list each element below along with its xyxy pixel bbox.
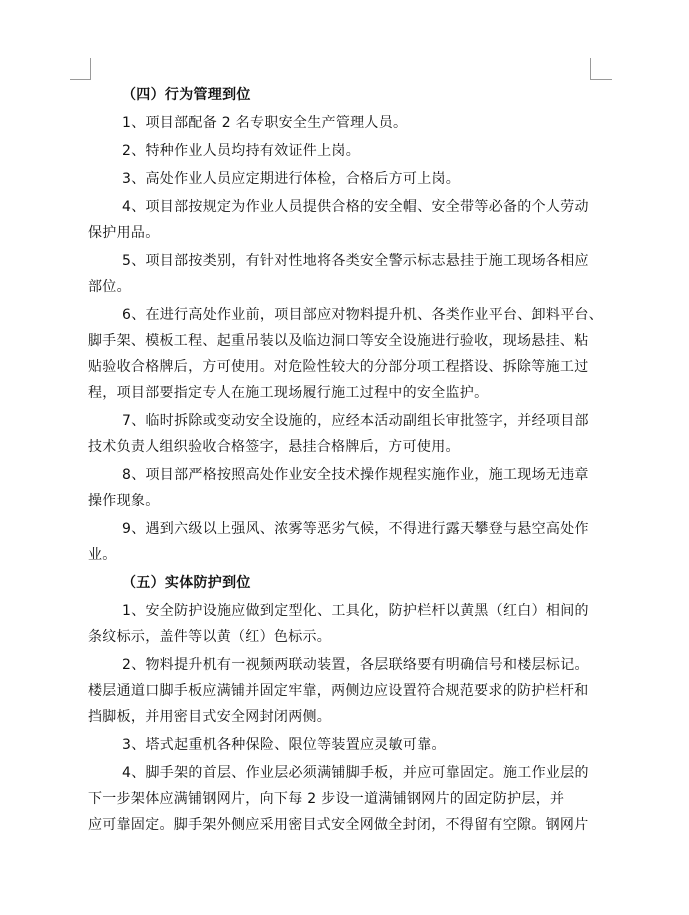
paragraph-line: 7、临时拆除或变动安全设施的，应经本活动副组长审批签字，并经项目部 — [122, 413, 589, 429]
paragraph-line: 技术负责人组织验收合格签字，悬挂合格牌后，方可使用。 — [88, 439, 460, 455]
paragraph-line: 操作现象。 — [88, 493, 160, 509]
section-heading-4: （四）行为管理到位 — [122, 87, 251, 103]
crop-mark-top-right-v — [590, 58, 591, 79]
paragraph-line: 保护用品。 — [88, 225, 160, 241]
paragraph-line: 5、项目部按类别，有针对性地将各类安全警示标志悬挂于施工现场各相应 — [122, 253, 589, 269]
paragraph-line: 3、塔式起重机各种保险、限位等装置应灵敏可靠。 — [122, 737, 446, 753]
paragraph-line: 挡脚板，并用密目式安全网封闭两侧。 — [88, 709, 332, 725]
paragraph-line: 脚手架、模板工程、起重吊装以及临边洞口等安全设施进行验收，现场悬挂、粘 — [88, 333, 589, 349]
paragraph-line: 8、项目部严格按照高处作业安全技术操作规程实施作业，施工现场无违章 — [122, 467, 589, 483]
crop-mark-top-left-h — [70, 79, 91, 80]
paragraph-line: 3、高处作业人员应定期进行体检，合格后方可上岗。 — [122, 171, 461, 187]
paragraph-line: 业。 — [88, 547, 117, 563]
paragraph-line: 应可靠固定。脚手架外侧应采用密目式安全网做全封闭，不得留有空隙。钢网片 — [88, 817, 589, 833]
paragraph-line: 2、物料提升机有一视频两联动装置，各层联络要有明确信号和楼层标记。 — [122, 657, 589, 673]
crop-mark-top-left-v — [90, 58, 91, 79]
paragraph-line: 4、脚手架的首层、作业层必须满铺脚手板，并应可靠固定。施工作业层的 — [122, 765, 589, 781]
paragraph-line: 9、遇到六级以上强风、浓雾等恶劣气候，不得进行露天攀登与悬空高处作 — [122, 521, 589, 537]
crop-mark-top-right-h — [590, 79, 612, 80]
paragraph-line: 贴验收合格牌后，方可使用。对危险性较大的分部分项工程搭设、拆除等施工过 — [88, 359, 589, 375]
paragraph-line: 1、安全防护设施应做到定型化、工具化，防护栏杆以黄黑（红白）相间的 — [122, 603, 589, 619]
paragraph-line: 6、在进行高处作业前，项目部应对物料提升机、各类作业平台、卸料平台、 — [122, 307, 604, 323]
paragraph-line: 条纹标示，盖件等以黄（红）色标示。 — [88, 629, 332, 645]
paragraph-line: 楼层通道口脚手板应满铺并固定牢靠，两侧边应设置符合规范要求的防护栏杆和 — [88, 683, 589, 699]
paragraph-line: 部位。 — [88, 279, 131, 295]
paragraph-line: 4、项目部按规定为作业人员提供合格的安全帽、安全带等必备的个人劳动 — [122, 199, 589, 215]
document-body — [88, 82, 604, 834]
paragraph-line: 2、特种作业人员均持有效证件上岗。 — [122, 143, 361, 159]
paragraph-line: 下一步架体应满铺钢网片，向下每 2 步设一道满铺钢网片的固定防护层，并 — [88, 791, 565, 807]
section-heading-5: （五）实体防护到位 — [122, 575, 251, 591]
paragraph-line: 程，项目部要指定专人在施工现场履行施工过程中的安全监护。 — [88, 385, 489, 401]
paragraph-line: 1、项目部配备 2 名专职安全生产管理人员。 — [122, 115, 408, 131]
